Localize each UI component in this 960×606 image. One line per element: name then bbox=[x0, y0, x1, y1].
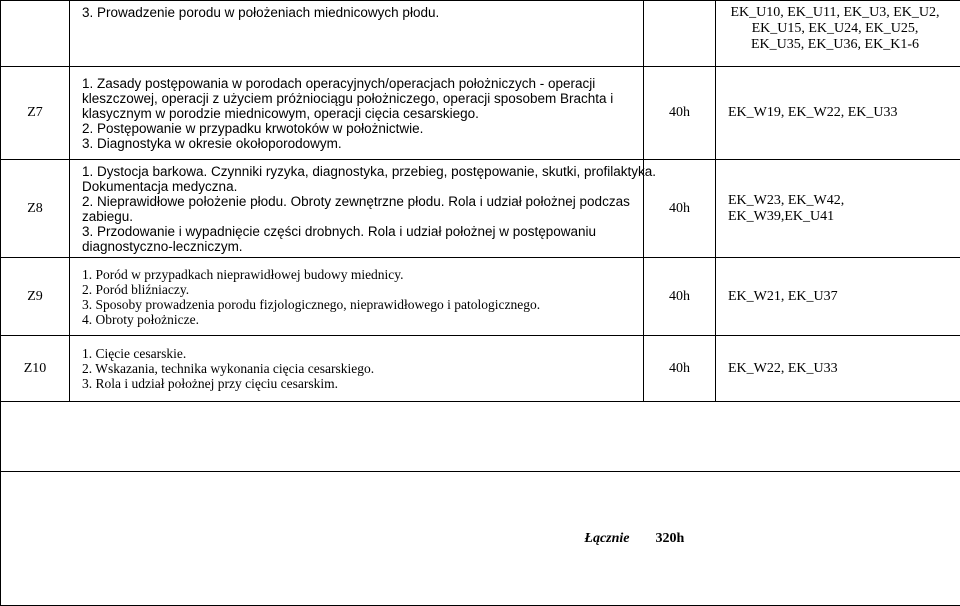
total-value: 320h bbox=[644, 472, 960, 606]
content-line: 2. Postępowanie w przypadku krwotoków w położnictwie. bbox=[82, 120, 424, 136]
row-effects bbox=[716, 258, 960, 336]
content-line: zabiegu. bbox=[82, 208, 134, 224]
row-hours: 40h bbox=[644, 160, 716, 258]
content-line: 2. Wskazania, technika wykonania cięcia cesarskiego. bbox=[82, 361, 375, 376]
row-code bbox=[1, 1, 70, 67]
content-line: 3. Rola i udział położnej przy cięciu cesarskim. bbox=[82, 376, 339, 391]
effects-line: EK_W39,EK_U41 bbox=[728, 208, 835, 224]
row-hours: 40h bbox=[644, 67, 716, 160]
table-row bbox=[1, 336, 960, 402]
row-hours bbox=[644, 1, 716, 67]
effects-line: EK_U35, EK_U36, EK_K1-6 bbox=[751, 37, 919, 52]
content-line: 2. Poród bliźniaczy. bbox=[82, 281, 190, 297]
effects-line: EK_W22, EK_U33 bbox=[728, 360, 838, 376]
effects-line: EK_W21, EK_U37 bbox=[728, 288, 838, 304]
row-content bbox=[70, 336, 644, 402]
content-line: 1. Dystocja barkowa. Czynniki ryzyka, diagnostyka, przebieg, postępowanie, skutki, profilaktyka. bbox=[82, 163, 657, 179]
content-line: 3. Przodowanie i wypadnięcie części drobnych. Rola i udział położnej w postępowaniu bbox=[82, 223, 597, 239]
row-content bbox=[70, 258, 644, 336]
table-row bbox=[1, 1, 960, 67]
content-line: 2. Nieprawidłowe położenie płodu. Obroty zewnętrzne płodu. Rola i udział położnej podczas bbox=[82, 193, 630, 209]
row-effects bbox=[716, 67, 960, 160]
content-line: Dokumentacja medyczna. bbox=[82, 178, 238, 194]
content-line: klasycznym w porodzie miednicowym, operacji cięcia cesarskiego. bbox=[82, 105, 479, 121]
content-line: 3. Diagnostyka w okresie okołoporodowym. bbox=[82, 135, 342, 151]
row-hours: 40h bbox=[644, 336, 716, 402]
row-effects bbox=[716, 336, 960, 402]
row-code: Z8 bbox=[1, 160, 70, 258]
effects-line: EK_U10, EK_U11, EK_U3, EK_U2, bbox=[730, 5, 940, 20]
row-content bbox=[70, 160, 657, 258]
content-line: 1. Zasady postępowania w porodach operacyjnych/operacjach położniczych - operacji bbox=[82, 75, 596, 91]
row-content bbox=[70, 1, 644, 67]
content-line: diagnostyczno-leczniczym. bbox=[82, 238, 243, 254]
row-effects bbox=[716, 160, 960, 258]
effects-line: EK_U15, EK_U24, EK_U25, bbox=[751, 21, 919, 36]
table-row bbox=[1, 67, 960, 160]
table-row bbox=[1, 258, 960, 336]
content-line: 4. Obroty położnicze. bbox=[82, 311, 199, 327]
effects-line: EK_W19, EK_W22, EK_U33 bbox=[728, 105, 898, 120]
row-content bbox=[70, 67, 644, 160]
total-row bbox=[1, 472, 960, 606]
content-line: 1. Cięcie cesarskie. bbox=[82, 346, 187, 361]
content-line: 3. Prowadzenie porodu w położeniach miednicowych płodu. bbox=[82, 5, 440, 20]
row-effects bbox=[716, 1, 960, 67]
row-code: Z10 bbox=[1, 336, 70, 402]
content-line: 1. Poród w przypadkach nieprawidłowej budowy miednicy. bbox=[82, 266, 404, 282]
empty-cell bbox=[1, 402, 960, 472]
content-line: 3. Sposoby prowadzenia porodu fizjologicznego, nieprawidłowego i patologicznego. bbox=[82, 296, 541, 312]
effects-line: EK_W23, EK_W42, bbox=[728, 192, 845, 208]
row-code: Z7 bbox=[1, 67, 70, 160]
row-code: Z9 bbox=[1, 258, 70, 336]
row-hours: 40h bbox=[644, 258, 716, 336]
content-line: kleszczowej, operacji z użyciem próżniociągu położniczego, operacji sposobem Brachta i bbox=[82, 90, 614, 106]
total-label: Łącznie bbox=[1, 472, 644, 606]
empty-row bbox=[1, 402, 960, 472]
table-row bbox=[1, 160, 960, 258]
